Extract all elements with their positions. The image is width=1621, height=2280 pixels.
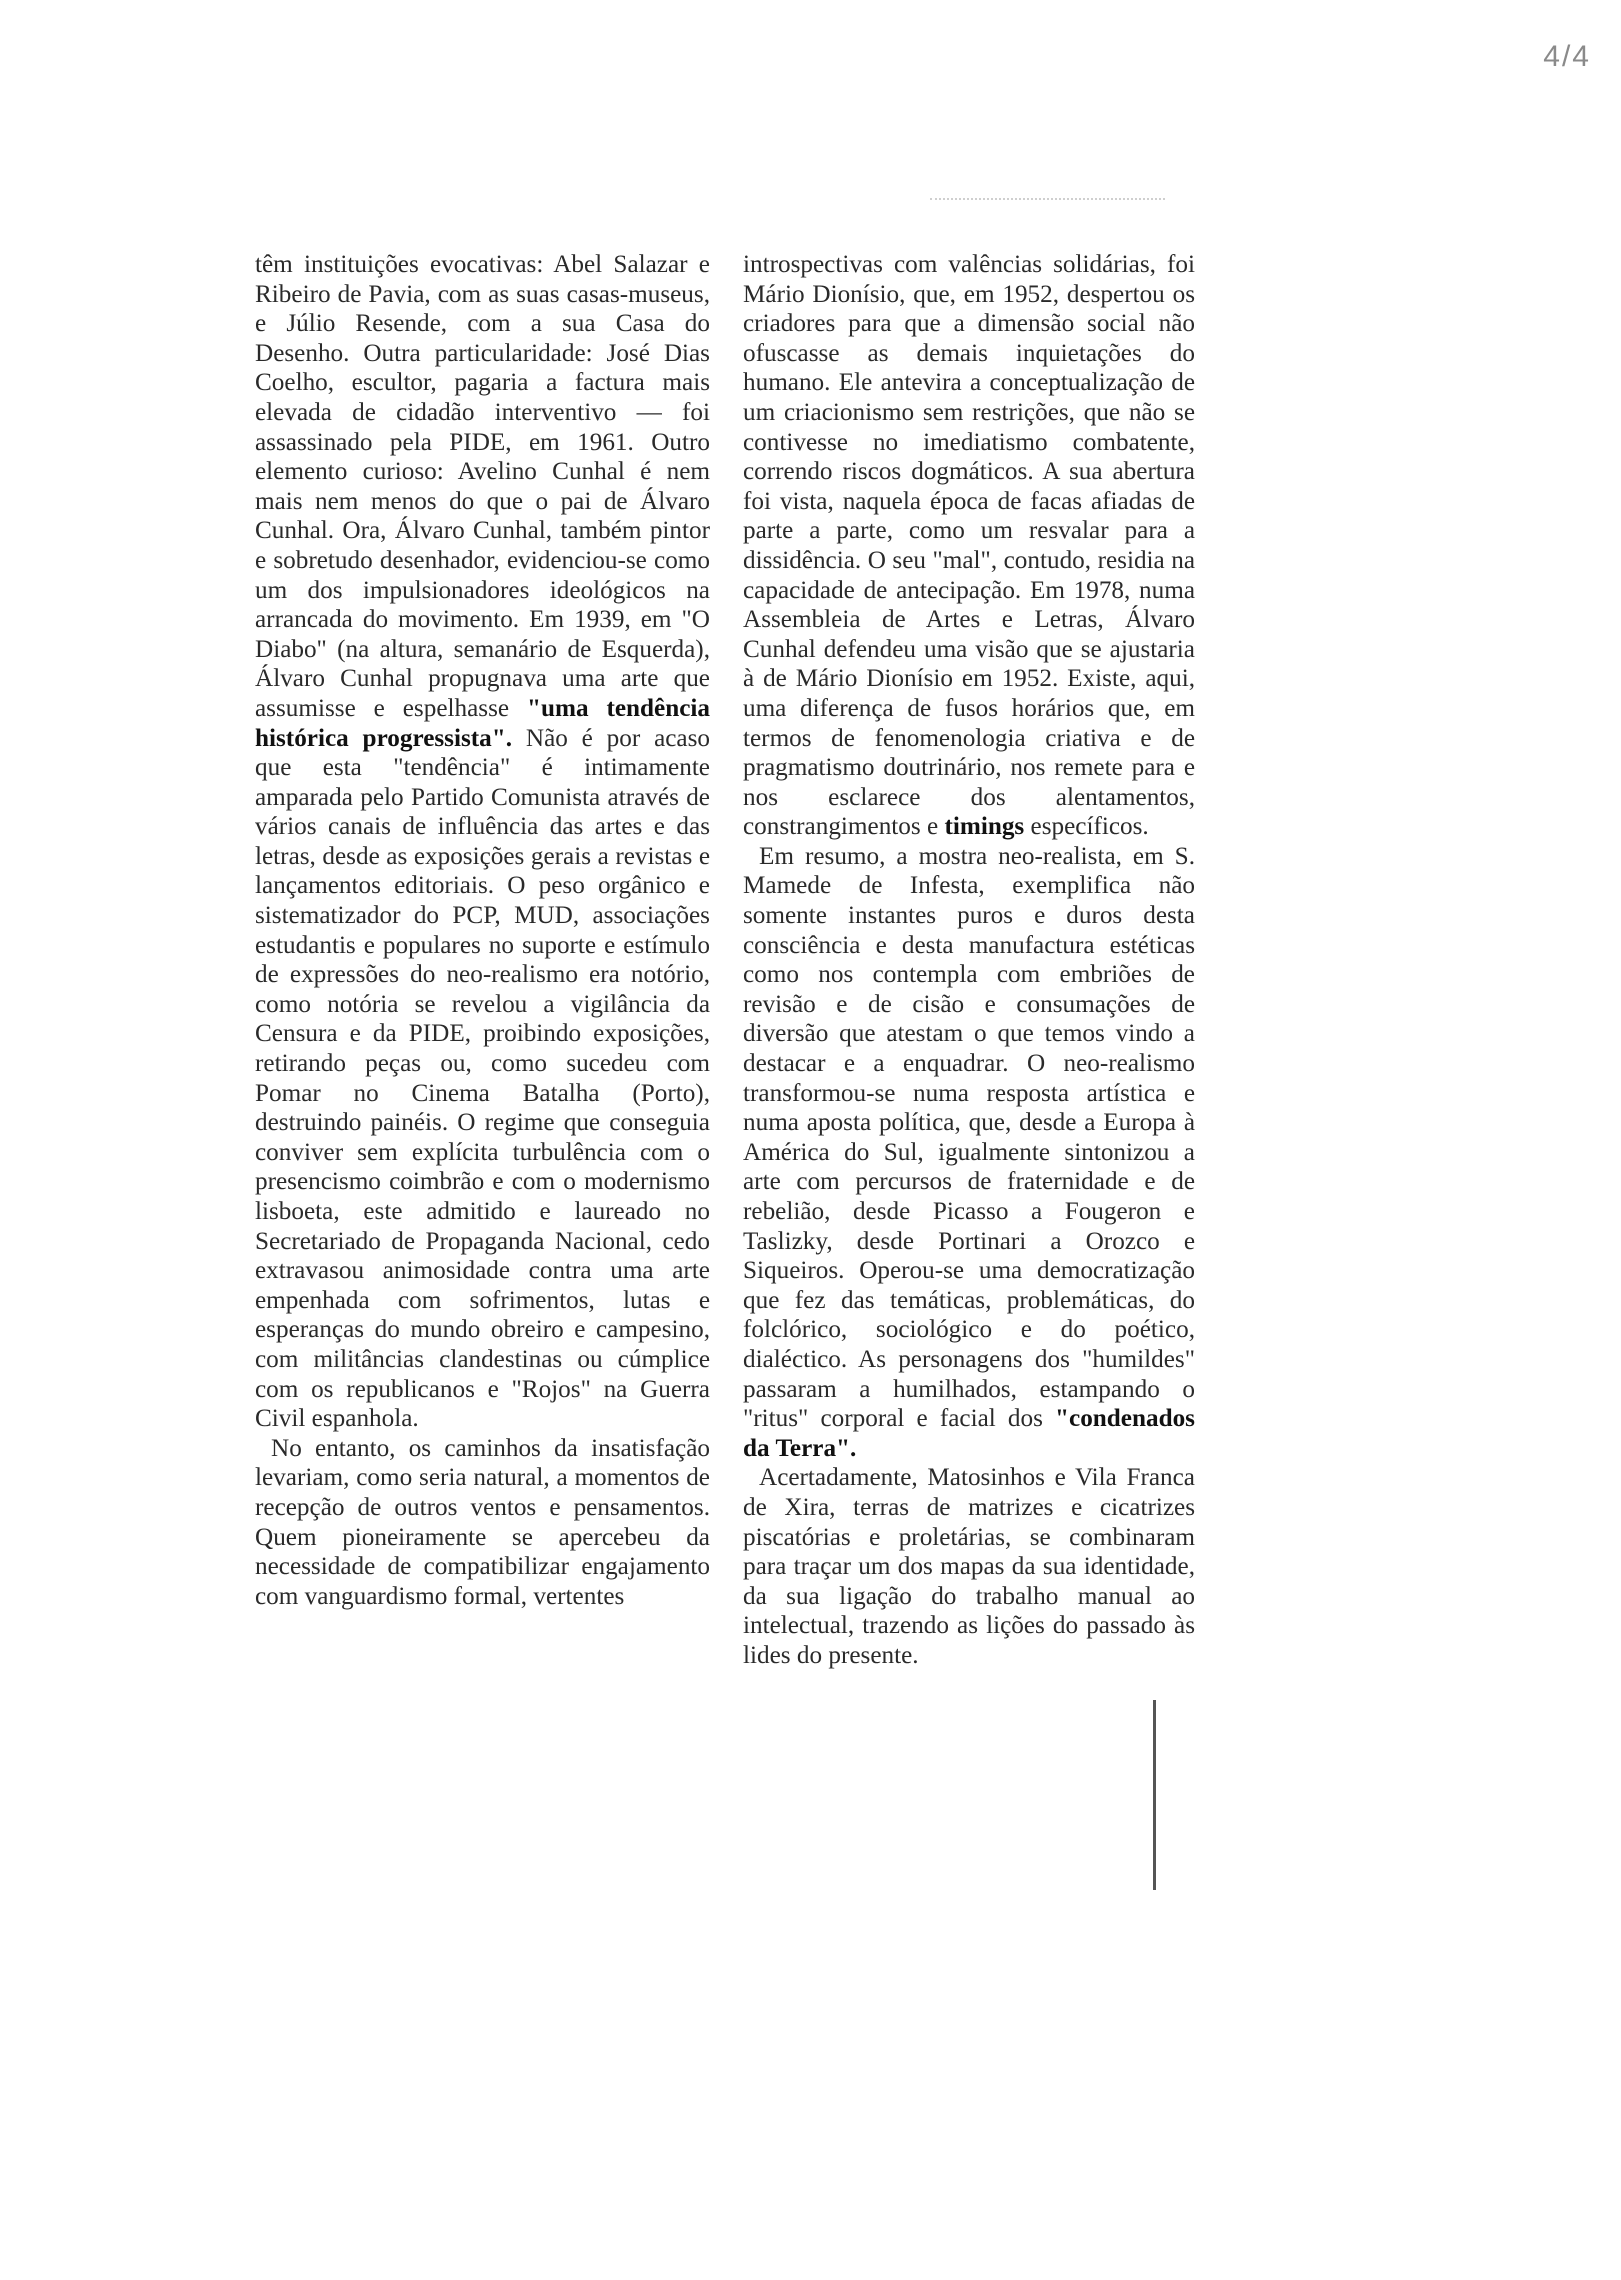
article-column-left	[255, 250, 710, 1611]
paragraph-text: Em resumo, a mostra neo-realista, em S. Mamede de Infesta, exemplifica não somente instantes puros e duros desta consciência e desta manufactura estéticas como nos contempla com embriões de revisão e de cisão e consumações de diversão que atestam o que temos vindo a destacar e a enquadrar. O neo-realismo transformou-se numa resposta artística e numa aposta política, que, desde a Europa à América do Sul, igualmente sintonizou a arte com percursos de fraternidade e de rebelião, desde Picasso a Fougeron e Taslizky, desde Portinari a Orozco e Siqueiros. Operou-se uma democratização que fez das temáticas, problemáticas, do folclórico, sociológico e do poético, dialéctico. As personagens dos "humildes" passaram a humilhados, estampando o "ritus" corporal e facial dos	[743, 842, 1195, 1433]
paragraph-text: introspectivas com valências solidárias, foi Mário Dionísio, que, em 1952, despertou os criadores para que a dimensão social não ofuscasse as demais inquietações do humano. Ele antevira a conceptualização de um criacionismo sem restrições, que não se contivesse no imediatismo combatente, correndo riscos dogmáticos. A sua abertura foi vista, naquela época de facas afiadas de parte a parte, como um resvalar para a dissidência. O seu "mal", contudo, residia na capacidade de antecipação. Em 1978, numa Assembleia de Artes e Letras, Álvaro Cunhal defendeu uma visão que se ajustaria à de Mário Dionísio em 1952. Existe, aqui, uma diferença de fusos horários que, em termos de fenomenologia criativa e de pragmatismo doutrinário, nos remete para e nos esclarece dos alentamentos, constrangimentos e	[743, 251, 1195, 841]
paragraph	[743, 1463, 1195, 1670]
article-column-right	[743, 250, 1195, 1671]
bold-quote: "uma tendência histórica progressista".	[255, 694, 711, 752]
paragraph-text: têm instituições evocativas: Abel Salazar e Ribeiro de Pavia, com as suas casas-museus, e Júlio Resende, com a sua Casa do Desenho. Outra particularidade: José Dias Coelho, escultor, pagaria a factura mais elevada de cidadão interventivo — foi assassinado pela PIDE, em 1961. Outro elemento curioso: Avelino Cunhal é nem mais nem menos do que o pai de Álvaro Cunhal. Ora, Álvaro Cunhal, também pintor e sobretudo desenhador, evidenciou-se como um dos impulsionadores ideológicos na arrancada do movimento. Em 1939, em "O Diabo" (na altura, semanário de Esquerda), Álvaro Cunhal propugnava uma arte que assumisse e espelhasse	[255, 251, 710, 722]
paragraph	[255, 250, 710, 1434]
paragraph-text-continued: específicos.	[1024, 813, 1149, 841]
scan-edge-mark	[1153, 1700, 1156, 1890]
paragraph-text-continued: Não é por acaso que esta "tendência" é intimamente amparada pelo Partido Comunista através de vários canais de influência das artes e das letras, desde as exposições gerais a revistas e lançamentos editoriais. O peso orgânico e sistematizador do PCP, MUD, associações estudantis e populares no suporte e estímulo de expressões do neo-realismo era notório, como notória se revelou a vigilância da Censura e da PIDE, proibindo exposições, retirando peças ou, como sucedeu com Pomar no Cinema Batalha (Porto), destruindo painéis. O regime que conseguia conviver sem explícita turbulência com o presencismo coimbrão e com o modernismo lisboeta, este admitido e laureado no Secretariado de Propaganda Nacional, cedo extravasou animosidade contra uma arte empenhada com sofrimentos, lutas e esperanças do mundo obreiro e campesino, com militâncias clandestinas ou cúmplice com os republicanos e "Rojos" na Guerra Civil espanhola.	[255, 724, 711, 1433]
bold-quote: "condenados da Terra".	[743, 1405, 1195, 1462]
paragraph	[255, 1434, 710, 1612]
paragraph-text: Acertadamente, Matosinhos e Vila Franca de Xira, terras de matrizes e cicatrizes piscatórias e proletárias, se combinaram para traçar um dos mapas da sua identidade, da sua ligação do trabalho manual ao intelectual, trazendo as lições do passado às lides do presente.	[743, 1464, 1195, 1669]
bold-term: timings	[944, 813, 1025, 841]
scan-artifact-line	[930, 198, 1165, 200]
paragraph	[743, 842, 1195, 1463]
page-number: 4/4	[1543, 40, 1591, 73]
paragraph	[743, 250, 1195, 842]
paragraph-text: No entanto, os caminhos da insatisfação levariam, como seria natural, a momentos de recepção de outros ventos e pensamentos. Quem pioneiramente se apercebeu da necessidade de compatibilizar engajamento com vanguardismo formal, vertentes	[255, 1434, 710, 1610]
